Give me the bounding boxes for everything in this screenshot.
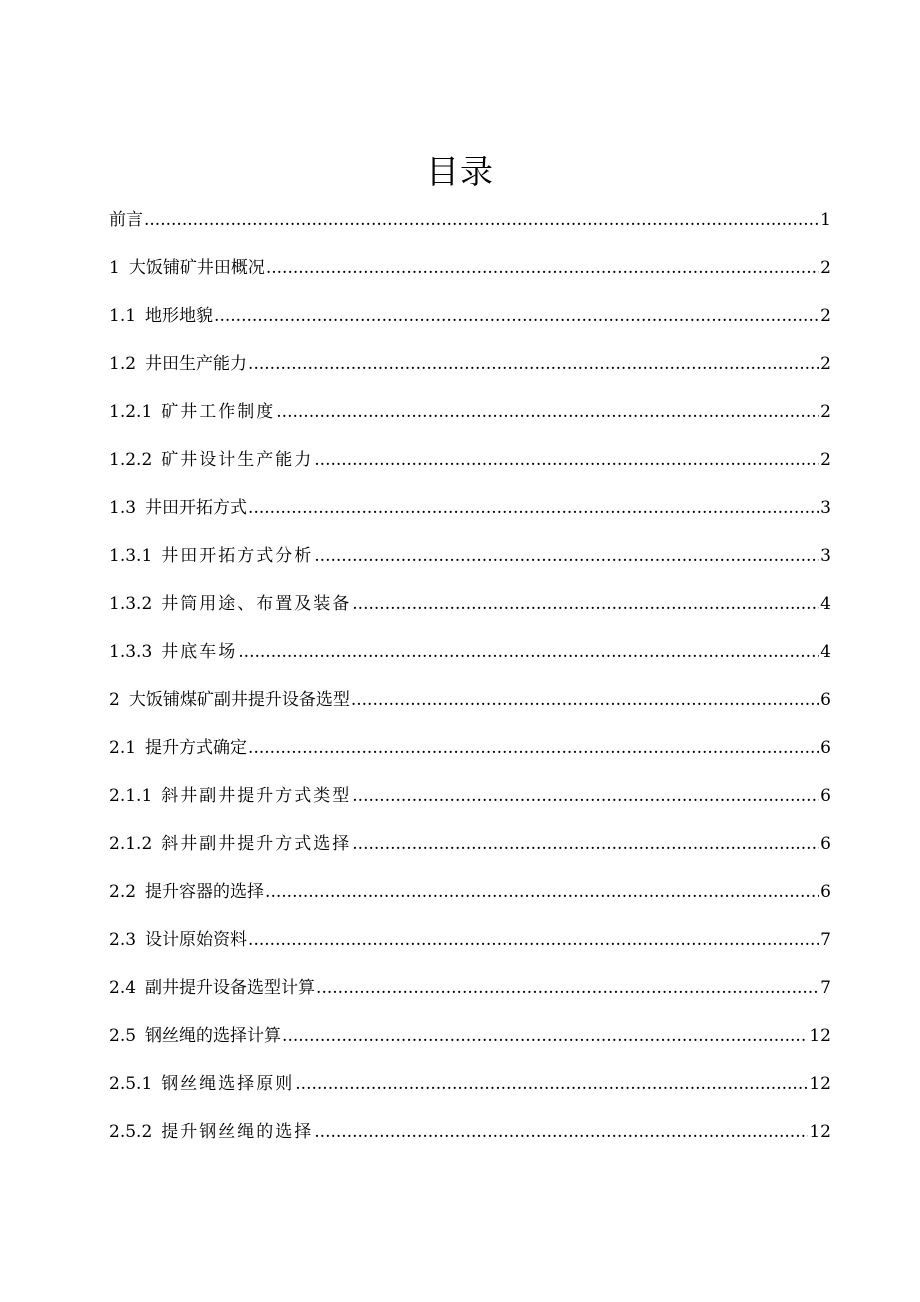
toc-entry[interactable] [109,532,831,580]
toc-entry-title: 前言 [109,210,143,230]
toc-dot-leader [282,1012,808,1060]
toc-entry-number: 1.2.1 [109,402,153,422]
toc-dot-leader [352,772,819,820]
toc-entry-page-number: 2 [820,402,831,422]
toc-entry[interactable] [109,1012,831,1060]
toc-dot-leader [248,340,819,388]
toc-entry-number: 2.5 [109,1026,137,1046]
toc-entry-number: 1.3.2 [109,594,153,614]
toc-entry-page-number: 6 [820,834,831,854]
toc-entry-number: 1.2 [109,354,137,374]
toc-entry-page-number: 1 [820,210,831,230]
toc-entry[interactable] [109,868,831,916]
toc-entry-title: 大饭铺矿井田概况 [128,258,265,278]
toc-dot-leader [265,868,819,916]
toc-entry[interactable] [109,292,831,340]
toc-entry-number: 2.1.2 [109,834,153,854]
toc-entry-number: 2.1.1 [109,786,153,806]
toc-entry-page-number: 12 [809,1026,831,1046]
toc-entry[interactable] [109,580,831,628]
toc-entry-title: 矿井工作制度 [161,402,276,422]
toc-entry-page-number: 3 [820,498,831,518]
toc-entry-page-number: 7 [820,930,831,950]
toc-entry-page-number: 6 [820,882,831,902]
toc-entry[interactable] [109,1060,831,1108]
toc-entry[interactable] [109,244,831,292]
toc-dot-leader [276,388,819,436]
toc-entry-number: 1.2.2 [109,450,153,470]
toc-entry-number: 2.5.2 [109,1122,153,1142]
toc-entry-title: 地形地貌 [145,306,214,326]
toc-entry-title: 提升钢丝绳的选择 [161,1122,314,1142]
toc-dot-leader [314,1108,808,1156]
toc-entry[interactable] [109,196,831,244]
toc-entry[interactable] [109,964,831,1012]
toc-dot-leader [144,196,819,244]
toc-entry-number: 1 [109,258,120,278]
toc-entry[interactable] [109,388,831,436]
toc-entry-page-number: 6 [820,738,831,758]
toc-entry-title: 矿井设计生产能力 [161,450,314,470]
toc-entry-number: 2.2 [109,882,137,902]
toc-entry[interactable] [109,484,831,532]
toc-entry[interactable] [109,1108,831,1156]
toc-entry-page-number: 2 [820,306,831,326]
toc-entry-title: 大饭铺煤矿副井提升设备选型 [128,690,350,710]
toc-entry-page-number: 2 [820,258,831,278]
toc-dot-leader [316,964,819,1012]
toc-entry-page-number: 6 [820,786,831,806]
toc-entry-page-number: 4 [820,642,831,662]
toc-entry-title: 井田开拓方式 [145,498,248,518]
toc-dot-leader [238,628,819,676]
toc-entry-number: 2 [109,690,120,710]
toc-entry-page-number: 6 [820,690,831,710]
toc-entry-page-number: 12 [809,1122,831,1142]
toc-entry-page-number: 2 [820,354,831,374]
toc-dot-leader [248,916,819,964]
toc-entry-title: 井筒用途、布置及装备 [161,594,352,614]
toc-entry-number: 2.1 [109,738,137,758]
toc-entry[interactable] [109,340,831,388]
toc-entry-title: 提升方式确定 [145,738,248,758]
toc-entry-page-number: 3 [820,546,831,566]
toc-dot-leader [248,724,819,772]
toc-entry-number: 2.3 [109,930,137,950]
toc-dot-leader [314,532,819,580]
toc-entry[interactable] [109,676,831,724]
toc-entry-title: 钢丝绳选择原则 [161,1074,295,1094]
toc-dot-leader [314,436,819,484]
toc-entry-title: 井底车场 [161,642,238,662]
toc-entry-number: 1.3 [109,498,137,518]
toc-entry-title: 井田生产能力 [145,354,248,374]
toc-entry-title: 副井提升设备选型计算 [145,978,316,998]
toc-dot-leader [214,292,819,340]
toc-entry-number: 1.3.1 [109,546,153,566]
toc-title: 目录 [426,152,494,191]
toc-entry[interactable] [109,436,831,484]
toc-dot-leader [352,820,819,868]
toc-entry[interactable] [109,628,831,676]
toc-dot-leader [295,1060,808,1108]
toc-dot-leader [352,580,819,628]
toc-entry-title: 井田开拓方式分析 [161,546,314,566]
toc-entry[interactable] [109,820,831,868]
toc-entry-number: 1.1 [109,306,137,326]
toc-entry-page-number: 2 [820,450,831,470]
toc-entry-title: 设计原始资料 [145,930,248,950]
toc-dot-leader [248,484,819,532]
toc-entry-title: 斜井副井提升方式类型 [161,786,352,806]
toc-entry-number: 2.5.1 [109,1074,153,1094]
toc-entry-page-number: 4 [820,594,831,614]
toc-list [109,196,831,1156]
toc-entry-number: 2.4 [109,978,137,998]
toc-entry[interactable] [109,916,831,964]
toc-entry-page-number: 7 [820,978,831,998]
toc-dot-leader [351,676,819,724]
toc-entry[interactable] [109,724,831,772]
toc-entry-title: 钢丝绳的选择计算 [145,1026,282,1046]
toc-entry-title: 斜井副井提升方式选择 [161,834,352,854]
toc-entry[interactable] [109,772,831,820]
toc-dot-leader [266,244,819,292]
toc-entry-number: 1.3.3 [109,642,153,662]
toc-entry-title: 提升容器的选择 [145,882,265,902]
toc-entry-page-number: 12 [809,1074,831,1094]
